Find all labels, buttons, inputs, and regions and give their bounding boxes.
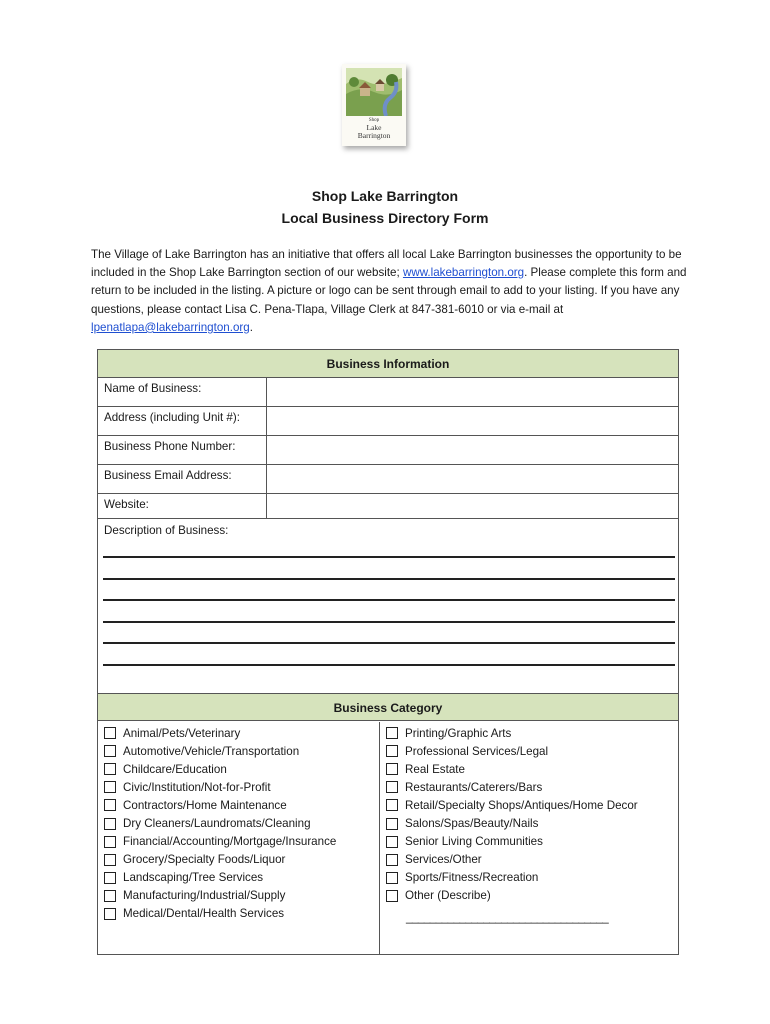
website-row: [98, 494, 678, 519]
email-field[interactable]: [266, 465, 678, 493]
category-financial: Financial/Accounting/Mortgage/Insurance: [104, 833, 336, 851]
intro-text-1: The Village of Lake Barrington has an initiative that offers all local Lake Barrington businesses the opportunity to be included in the Shop Lake Barrington section of our website;: [91, 248, 682, 280]
category-animal-pets: Animal/Pets/Veterinary: [104, 724, 336, 742]
category-professional-services: Professional Services/Legal: [386, 742, 638, 760]
checkbox[interactable]: [386, 799, 398, 811]
checkbox[interactable]: [104, 799, 116, 811]
checkbox[interactable]: [386, 781, 398, 793]
category-manufacturing: Manufacturing/Industrial/Supply: [104, 887, 336, 905]
website-label: Website:: [104, 498, 149, 511]
checkbox[interactable]: [104, 854, 116, 866]
description-label: Description of Business:: [104, 524, 229, 537]
category-column-divider: [379, 722, 380, 955]
checkbox[interactable]: [386, 818, 398, 830]
description-line-4[interactable]: [103, 621, 675, 623]
category-real-estate: Real Estate: [386, 760, 638, 778]
phone-field[interactable]: [266, 436, 678, 464]
checkbox[interactable]: [386, 745, 398, 757]
description-line-1[interactable]: [103, 556, 675, 558]
description-line-3[interactable]: [103, 599, 675, 601]
email-row: [98, 465, 678, 494]
description-area[interactable]: [98, 518, 678, 694]
category-services-other: Services/Other: [386, 851, 638, 869]
phone-row: [98, 436, 678, 465]
category-printing: Printing/Graphic Arts: [386, 724, 638, 742]
checkbox[interactable]: [386, 727, 398, 739]
email-link[interactable]: lpenatlapa@lakebarrington.org: [91, 320, 250, 334]
category-sports: Sports/Fitness/Recreation: [386, 869, 638, 887]
logo-landscape-image: [346, 68, 402, 116]
checkbox[interactable]: [386, 836, 398, 848]
address-label: Address (including Unit #):: [104, 411, 240, 424]
address-row: [98, 407, 678, 436]
website-link[interactable]: www.lakebarrington.org: [402, 266, 525, 280]
intro-text-2: . Please complete this form and return to be included in the listing. A picture or logo can be sent through email to add to your listing. If you have any questions, please contact Lisa C. Pena-Tlapa, Village Clerk at 847-381-6010 or via e-mail at: [91, 266, 687, 316]
business-category-header: Business Category: [98, 693, 678, 721]
category-senior-living: Senior Living Communities: [386, 833, 638, 851]
description-line-6[interactable]: [103, 664, 675, 666]
checkbox[interactable]: [386, 763, 398, 775]
checkbox[interactable]: [386, 872, 398, 884]
other-describe-line[interactable]: __________________________________: [406, 911, 609, 924]
business-information-header: Business Information: [98, 350, 678, 378]
category-contractors: Contractors/Home Maintenance: [104, 796, 336, 814]
checkbox[interactable]: [104, 836, 116, 848]
category-other: Other (Describe): [386, 887, 638, 905]
category-childcare: Childcare/Education: [104, 760, 336, 778]
category-retail: Retail/Specialty Shops/Antiques/Home Decor: [386, 796, 638, 814]
village-logo: [342, 64, 406, 146]
category-civic: Civic/Institution/Not-for-Profit: [104, 778, 336, 796]
category-automotive: Automotive/Vehicle/Transportation: [104, 742, 336, 760]
logo-wordmark: Shop Lake Barrington: [357, 118, 391, 140]
checkbox[interactable]: [104, 890, 116, 902]
category-list-left: [104, 724, 336, 923]
category-salons: Salons/Spas/Beauty/Nails: [386, 814, 638, 832]
category-dry-cleaners: Dry Cleaners/Laundromats/Cleaning: [104, 814, 336, 832]
checkbox[interactable]: [386, 854, 398, 866]
category-restaurants: Restaurants/Caterers/Bars: [386, 778, 638, 796]
checkbox[interactable]: [104, 872, 116, 884]
address-field[interactable]: [266, 407, 678, 435]
checkbox[interactable]: [104, 818, 116, 830]
checkbox[interactable]: [104, 781, 116, 793]
website-field[interactable]: [266, 494, 678, 518]
description-line-5[interactable]: [103, 642, 675, 644]
form-title-line1: Shop Lake Barrington: [311, 188, 459, 204]
category-grocery: Grocery/Specialty Foods/Liquor: [104, 851, 336, 869]
description-line-2[interactable]: [103, 578, 675, 580]
email-label: Business Email Address:: [104, 469, 232, 482]
business-form: [97, 349, 679, 955]
checkbox[interactable]: [386, 890, 398, 902]
intro-paragraph: [91, 246, 691, 337]
business-name-label: Name of Business:: [104, 382, 202, 395]
checkbox[interactable]: [104, 908, 116, 920]
category-medical: Medical/Dental/Health Services: [104, 905, 336, 923]
category-landscaping: Landscaping/Tree Services: [104, 869, 336, 887]
form-title-line2: Local Business Directory Form: [281, 210, 489, 226]
phone-label: Business Phone Number:: [104, 440, 236, 453]
checkbox[interactable]: [104, 727, 116, 739]
intro-text-3: .: [249, 320, 253, 334]
checkbox[interactable]: [104, 763, 116, 775]
category-list-right: [386, 724, 638, 905]
checkbox[interactable]: [104, 745, 116, 757]
business-name-row: [98, 378, 678, 407]
business-name-field[interactable]: [266, 378, 678, 406]
